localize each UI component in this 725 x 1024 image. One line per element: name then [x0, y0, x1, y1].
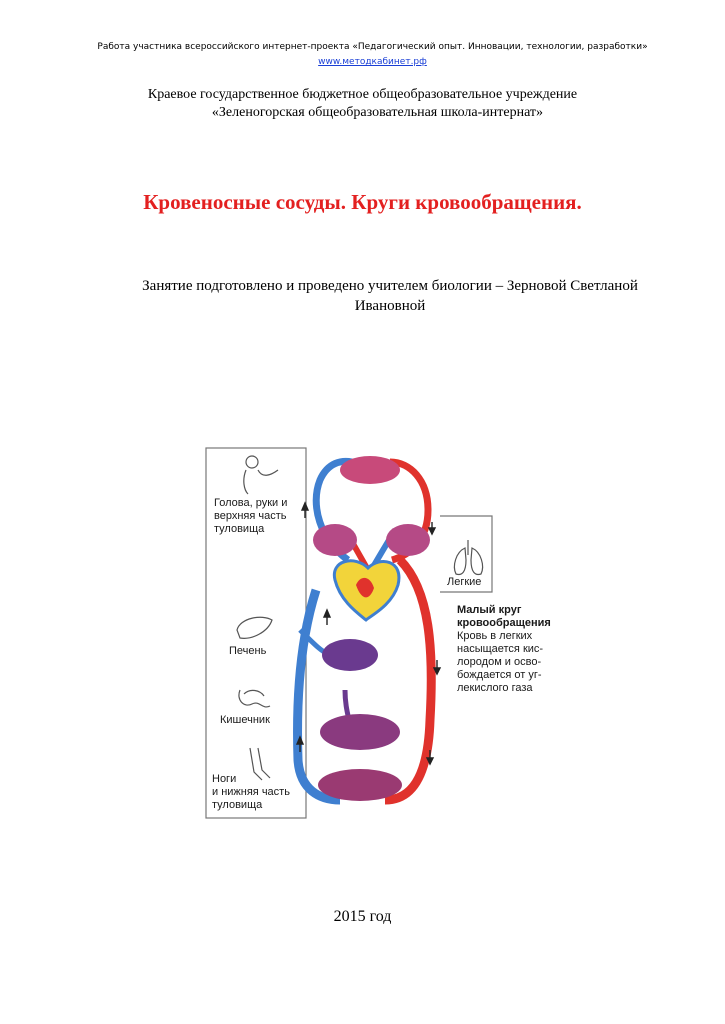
project-header: Работа участника всероссийского интернет-проекта «Педагогический опыт. Инновации, технологии, разработки» [97, 42, 648, 52]
intestine-capillaries [320, 714, 400, 750]
author-line-2: Ивановной [354, 298, 426, 314]
head-label-3: туловища [214, 523, 265, 535]
institution-line-2: «Зеленогорская общеобразовательная школа-интернат» [211, 105, 544, 120]
liver-capillaries [322, 639, 378, 671]
svg-text:туловища [212, 799, 263, 811]
legs-icon [250, 748, 270, 780]
small-circle-title-1: Малый круг [457, 604, 522, 616]
small-circle-text-1: Кровь в легких [457, 630, 533, 642]
legs-label-2: и нижняя часть [212, 786, 290, 798]
svg-text:и нижняя часть [212, 786, 290, 798]
intestine-label: Кишечник [220, 714, 270, 726]
small-circle-text-4: бождается от уг- [457, 669, 542, 681]
svg-text:Ноги [212, 773, 236, 785]
liver-label: Печень [229, 645, 267, 657]
small-circle-text-3: лородом и осво- [457, 656, 542, 668]
year: 2015 год [333, 908, 392, 925]
lungs-label: Легкие [447, 576, 482, 588]
head-label-1: Голова, руки и [214, 497, 288, 509]
legs-label-3: туловища [212, 799, 263, 811]
svg-text:Голова, руки и [214, 497, 287, 509]
heart [334, 561, 399, 620]
svg-text:туловища [214, 523, 265, 535]
institution-line-1: Краевое государственное бюджетное общеобразовательное учреждение [147, 87, 578, 102]
upper-capillaries-right [386, 524, 430, 556]
liver-icon [237, 617, 272, 638]
legs-capillaries [318, 769, 402, 801]
head-label-2: верхняя часть [214, 510, 287, 522]
intestine-icon [239, 690, 270, 707]
person-upper-icon [244, 456, 278, 494]
small-circle-text-2: насыщается кис- [457, 643, 544, 655]
head-capillaries [340, 456, 400, 484]
page-title: Кровеносные сосуды. Круги кровообращения. [143, 190, 582, 214]
small-circle-text-5: лекислого газа [457, 682, 533, 694]
svg-text:верхняя часть [214, 510, 287, 522]
site-link[interactable]: www.методкабинет.рф [318, 57, 427, 67]
upper-capillaries-left [313, 524, 357, 556]
author-line-1: Занятие подготовлено и проведено учителем биологии – Зерновой Светланой [142, 278, 638, 294]
capillary-beds [313, 456, 430, 801]
lungs-icon [454, 540, 482, 574]
small-circle-title-2: кровообращения [457, 617, 551, 629]
vena-cava [298, 590, 340, 800]
legs-label-1: Ноги [212, 773, 237, 785]
